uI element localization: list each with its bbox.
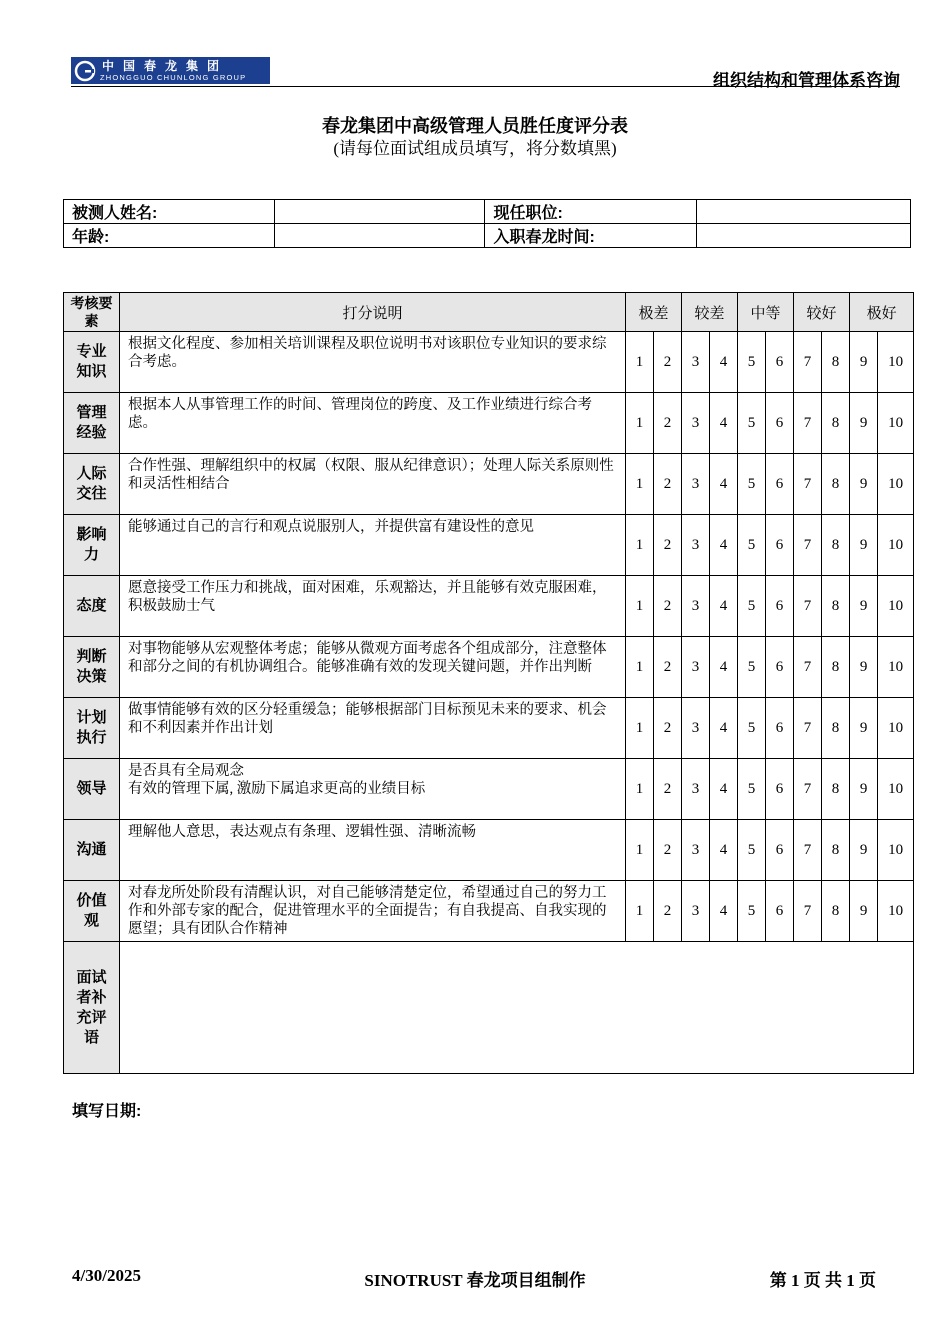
score-option-2[interactable]: 2	[654, 515, 682, 576]
header-title: 组织结构和管理体系咨询	[713, 71, 900, 90]
score-option-3[interactable]: 3	[682, 393, 710, 454]
score-option-6[interactable]: 6	[766, 637, 794, 698]
logo-english-text: ZHONGGUO CHUNLONG GROUP	[100, 72, 247, 82]
score-option-2[interactable]: 2	[654, 820, 682, 881]
score-option-3[interactable]: 3	[682, 881, 710, 942]
criterion-row	[64, 637, 914, 698]
criterion-factor: 态度	[64, 576, 120, 637]
criterion-factor: 判断决策	[64, 637, 120, 698]
score-option-1[interactable]: 1	[626, 393, 654, 454]
score-option-1[interactable]: 1	[626, 637, 654, 698]
score-option-7[interactable]: 7	[794, 515, 822, 576]
score-option-2[interactable]: 2	[654, 759, 682, 820]
join-date-label: 入职春龙时间:	[485, 224, 697, 248]
score-option-10[interactable]: 10	[878, 393, 914, 454]
criterion-row	[64, 515, 914, 576]
score-option-1[interactable]: 1	[626, 576, 654, 637]
score-option-4[interactable]: 4	[710, 820, 738, 881]
score-option-8[interactable]: 8	[822, 393, 850, 454]
criterion-row	[64, 393, 914, 454]
score-option-5[interactable]: 5	[738, 759, 766, 820]
criterion-factor: 计划执行	[64, 698, 120, 759]
age-field[interactable]	[274, 224, 485, 248]
fill-date-label: 填写日期:	[72, 1103, 142, 1120]
score-option-7[interactable]: 7	[794, 454, 822, 515]
criterion-row	[64, 454, 914, 515]
criterion-description: 合作性强、理解组织中的权属（权限、服从纪律意识）；处理人际关系原则性和灵活性相结合	[120, 454, 626, 515]
header-divider	[71, 86, 900, 87]
score-option-2[interactable]: 2	[654, 332, 682, 393]
age-label: 年龄:	[64, 224, 275, 248]
score-option-5[interactable]: 5	[738, 515, 766, 576]
score-option-4[interactable]: 4	[710, 454, 738, 515]
criterion-description: 对春龙所处阶段有清醒认识，对自己能够清楚定位，希望通过自己的努力工作和外部专家的配合，促进管理水平的全面提告；有自我提高、自我实现的愿望；具有团队合作精神	[120, 881, 626, 942]
score-option-9[interactable]: 9	[850, 515, 878, 576]
score-option-4[interactable]: 4	[710, 759, 738, 820]
score-option-10[interactable]: 10	[878, 576, 914, 637]
level-header-5: 极好	[850, 293, 914, 332]
criterion-description: 根据本人从事管理工作的时间、管理岗位的跨度、及工作业绩进行综合考虑。	[120, 393, 626, 454]
score-option-3[interactable]: 3	[682, 576, 710, 637]
score-option-8[interactable]: 8	[822, 515, 850, 576]
score-option-3[interactable]: 3	[682, 698, 710, 759]
score-option-3[interactable]: 3	[682, 454, 710, 515]
criterion-factor: 管理经验	[64, 393, 120, 454]
factor-header: 考核要素	[64, 293, 120, 332]
score-option-9[interactable]: 9	[850, 576, 878, 637]
score-option-8[interactable]: 8	[822, 881, 850, 942]
criterion-description: 能够通过自己的言行和观点说服别人，并提供富有建设性的意见	[120, 515, 626, 576]
score-option-1[interactable]: 1	[626, 881, 654, 942]
score-option-7[interactable]: 7	[794, 698, 822, 759]
score-option-5[interactable]: 5	[738, 820, 766, 881]
name-label: 被测人姓名:	[64, 200, 275, 224]
score-option-6[interactable]: 6	[766, 515, 794, 576]
criterion-factor: 价值观	[64, 881, 120, 942]
criterion-row	[64, 698, 914, 759]
criterion-row	[64, 820, 914, 881]
level-header-2: 较差	[682, 293, 738, 332]
score-option-9[interactable]: 9	[850, 637, 878, 698]
criterion-description: 根据文化程度、参加相关培训课程及职位说明书对该职位专业知识的要求综合考虑。	[120, 332, 626, 393]
criterion-factor: 领导	[64, 759, 120, 820]
company-logo	[71, 57, 270, 84]
score-option-6[interactable]: 6	[766, 454, 794, 515]
page-subtitle: (请每位面试组成员填写，将分数填黑)	[333, 139, 617, 158]
score-option-3[interactable]: 3	[682, 515, 710, 576]
score-option-6[interactable]: 6	[766, 576, 794, 637]
score-option-5[interactable]: 5	[738, 637, 766, 698]
score-option-10[interactable]: 10	[878, 332, 914, 393]
score-option-5[interactable]: 5	[738, 576, 766, 637]
score-option-5[interactable]: 5	[738, 393, 766, 454]
criterion-factor: 专业知识	[64, 332, 120, 393]
score-option-3[interactable]: 3	[682, 820, 710, 881]
criterion-description: 是否具有全局观念 有效的管理下属, 激励下属追求更高的业绩目标	[120, 759, 626, 820]
score-option-2[interactable]: 2	[654, 454, 682, 515]
join-date-field[interactable]	[697, 224, 911, 248]
criterion-row	[64, 881, 914, 942]
criterion-description: 理解他人意思，表达观点有条理、逻辑性强、清晰流畅	[120, 820, 626, 881]
candidate-info-table	[63, 199, 911, 248]
score-option-8[interactable]: 8	[822, 454, 850, 515]
score-option-9[interactable]: 9	[850, 759, 878, 820]
score-option-6[interactable]: 6	[766, 393, 794, 454]
score-option-9[interactable]: 9	[850, 393, 878, 454]
score-option-9[interactable]: 9	[850, 820, 878, 881]
score-option-2[interactable]: 2	[654, 393, 682, 454]
score-option-1[interactable]: 1	[626, 332, 654, 393]
position-label: 现任职位:	[485, 200, 697, 224]
score-option-2[interactable]: 2	[654, 881, 682, 942]
criterion-row	[64, 332, 914, 393]
score-option-3[interactable]: 3	[682, 332, 710, 393]
score-option-8[interactable]: 8	[822, 637, 850, 698]
score-option-4[interactable]: 4	[710, 881, 738, 942]
criterion-row	[64, 576, 914, 637]
score-option-10[interactable]: 10	[878, 515, 914, 576]
score-option-8[interactable]: 8	[822, 698, 850, 759]
score-option-10[interactable]: 10	[878, 820, 914, 881]
score-option-2[interactable]: 2	[654, 698, 682, 759]
score-option-1[interactable]: 1	[626, 698, 654, 759]
position-field[interactable]	[697, 200, 911, 224]
score-option-7[interactable]: 7	[794, 881, 822, 942]
score-option-10[interactable]: 10	[878, 698, 914, 759]
score-option-7[interactable]: 7	[794, 820, 822, 881]
score-option-7[interactable]: 7	[794, 576, 822, 637]
footer-credit: SINOTRUST 春龙项目组制作	[364, 1271, 586, 1290]
score-option-7[interactable]: 7	[794, 759, 822, 820]
level-header-3: 中等	[738, 293, 794, 332]
score-option-9[interactable]: 9	[850, 332, 878, 393]
score-option-4[interactable]: 4	[710, 515, 738, 576]
score-option-3[interactable]: 3	[682, 637, 710, 698]
criterion-description: 做事情能够有效的区分轻重缓急；能够根据部门目标预见未来的要求、机会和不利因素并作出计划	[120, 698, 626, 759]
score-option-4[interactable]: 4	[710, 637, 738, 698]
score-option-7[interactable]: 7	[794, 393, 822, 454]
score-option-5[interactable]: 5	[738, 332, 766, 393]
score-option-1[interactable]: 1	[626, 454, 654, 515]
logo-emblem-icon	[71, 57, 98, 84]
page-title: 春龙集团中高级管理人员胜任度评分表	[322, 116, 628, 136]
logo-chinese-text: 中国春龙集团	[102, 58, 229, 73]
remark-label: 面试者补充评语	[64, 942, 120, 1074]
score-option-6[interactable]: 6	[766, 881, 794, 942]
score-option-5[interactable]: 5	[738, 881, 766, 942]
score-option-8[interactable]: 8	[822, 332, 850, 393]
score-option-9[interactable]: 9	[850, 454, 878, 515]
footer-date: 4/30/2025	[72, 1266, 141, 1285]
score-option-4[interactable]: 4	[710, 332, 738, 393]
remark-field[interactable]	[120, 942, 914, 1074]
score-option-7[interactable]: 7	[794, 332, 822, 393]
score-option-4[interactable]: 4	[710, 698, 738, 759]
score-option-8[interactable]: 8	[822, 759, 850, 820]
criterion-factor: 人际交往	[64, 454, 120, 515]
score-option-8[interactable]: 8	[822, 820, 850, 881]
criterion-row	[64, 759, 914, 820]
level-header-1: 极差	[626, 293, 682, 332]
description-header: 打分说明	[120, 293, 626, 332]
score-option-6[interactable]: 6	[766, 332, 794, 393]
score-option-4[interactable]: 4	[710, 393, 738, 454]
score-option-8[interactable]: 8	[822, 576, 850, 637]
score-option-3[interactable]: 3	[682, 759, 710, 820]
name-field[interactable]	[274, 200, 485, 224]
score-option-5[interactable]: 5	[738, 454, 766, 515]
score-option-6[interactable]: 6	[766, 759, 794, 820]
score-option-9[interactable]: 9	[850, 698, 878, 759]
footer-page-number: 第 1 页 共 1 页	[769, 1271, 876, 1290]
score-option-6[interactable]: 6	[766, 820, 794, 881]
criterion-description: 对事物能够从宏观整体考虑；能够从微观方面考虑各个组成部分，注意整体和部分之间的有机协调组合。能够准确有效的发现关键问题，并作出判断	[120, 637, 626, 698]
score-option-6[interactable]: 6	[766, 698, 794, 759]
score-option-1[interactable]: 1	[626, 759, 654, 820]
criterion-factor: 沟通	[64, 820, 120, 881]
score-option-2[interactable]: 2	[654, 637, 682, 698]
score-option-1[interactable]: 1	[626, 515, 654, 576]
score-option-5[interactable]: 5	[738, 698, 766, 759]
score-option-2[interactable]: 2	[654, 576, 682, 637]
score-option-1[interactable]: 1	[626, 820, 654, 881]
score-table	[63, 292, 914, 1074]
score-option-10[interactable]: 10	[878, 759, 914, 820]
criterion-factor: 影响力	[64, 515, 120, 576]
score-option-10[interactable]: 10	[878, 881, 914, 942]
score-option-10[interactable]: 10	[878, 454, 914, 515]
score-option-10[interactable]: 10	[878, 637, 914, 698]
score-option-9[interactable]: 9	[850, 881, 878, 942]
score-option-4[interactable]: 4	[710, 576, 738, 637]
score-option-7[interactable]: 7	[794, 637, 822, 698]
criterion-description: 愿意接受工作压力和挑战，面对困难，乐观豁达，并且能够有效克服困难，积极鼓励士气	[120, 576, 626, 637]
level-header-4: 较好	[794, 293, 850, 332]
